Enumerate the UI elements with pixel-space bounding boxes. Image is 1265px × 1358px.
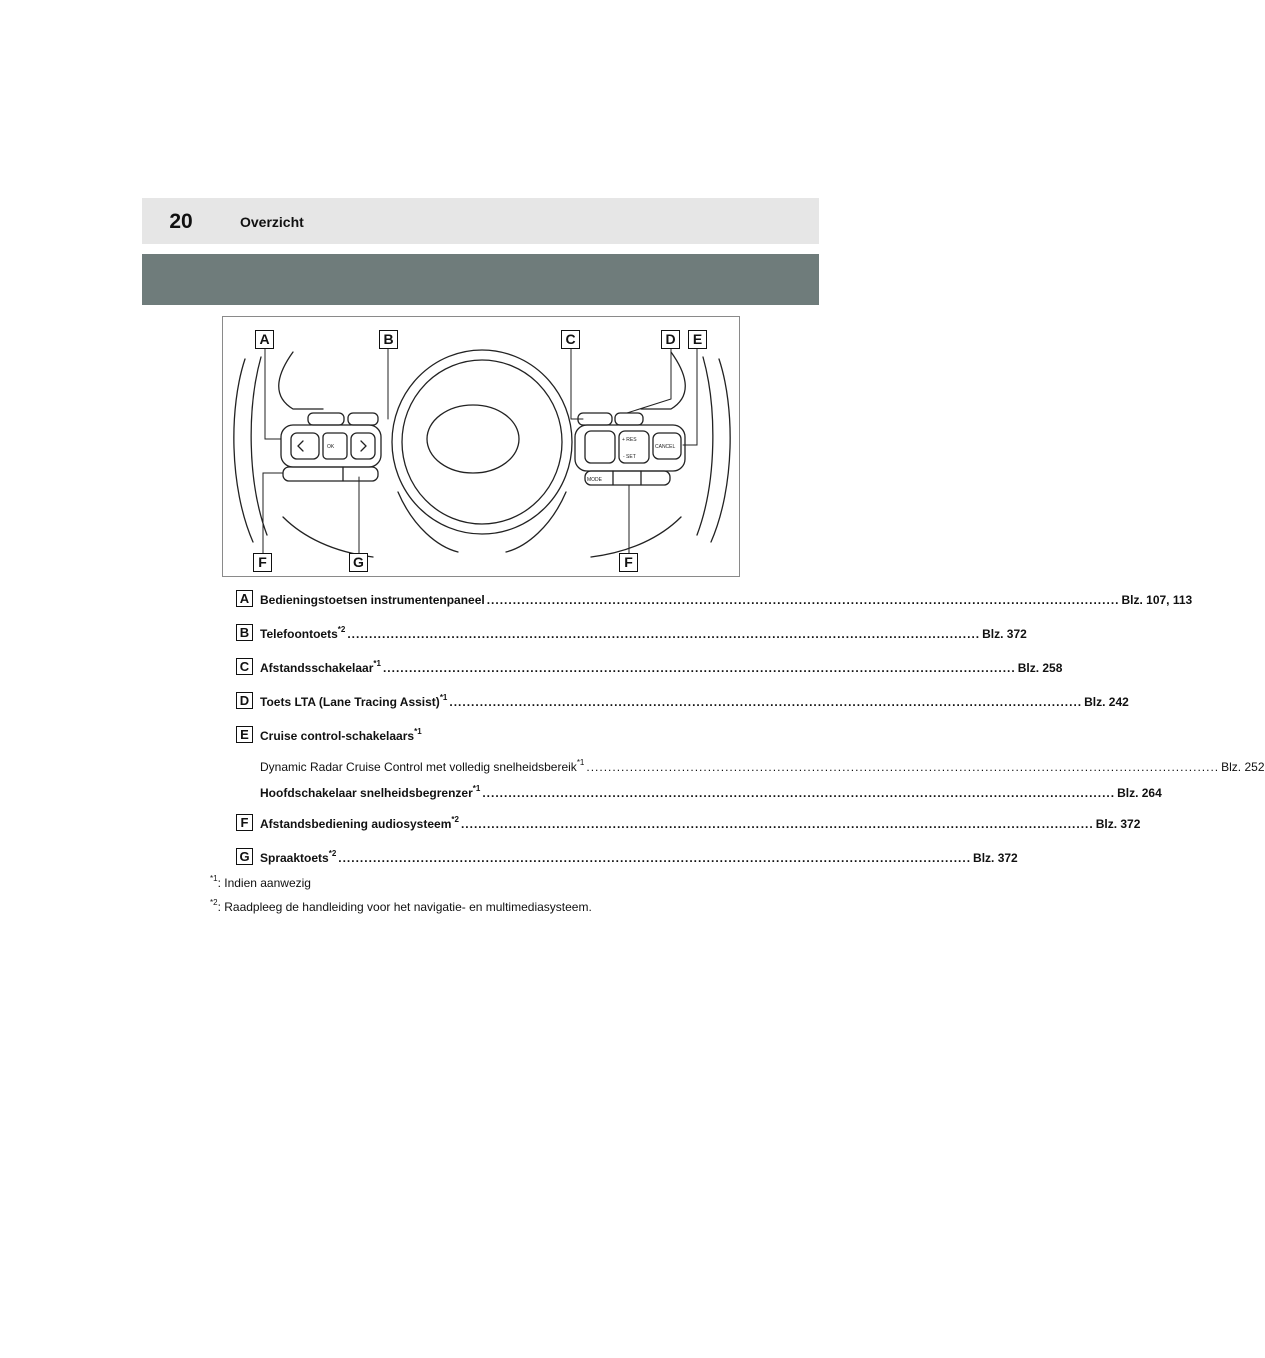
leader-dots: .................................................................................................................................................. [449, 695, 1083, 709]
page-header [142, 198, 819, 244]
sub-item-page-ref: Blz. 264 [1117, 786, 1162, 800]
footnote-2 [210, 900, 592, 914]
callout-d: D [661, 330, 680, 349]
item-footnote-mark: *2 [451, 815, 459, 824]
chevron-right-icon [361, 441, 366, 451]
page-number: 20 [169, 210, 193, 233]
callout-f-right: F [619, 553, 638, 572]
steering-wheel-drawing [223, 317, 741, 578]
callout-a: A [255, 330, 274, 349]
list-item-e [236, 726, 722, 746]
leader-dots: .................................................................................................................................................. [382, 661, 1016, 675]
item-letter: D [236, 692, 253, 709]
leader-f-left [263, 473, 283, 553]
sub-item-name: Hoofdschakelaar snelheidsbegrenzer [260, 786, 473, 800]
leader-dots: .................................................................................................................................................. [460, 817, 1094, 831]
footnote-mark: *1 [210, 874, 218, 883]
callout-c: C [561, 330, 580, 349]
item-page-ref: Blz. 372 [982, 627, 1027, 641]
item-page-ref: Blz. 242 [1084, 695, 1129, 709]
cancel-label: CANCEL [655, 444, 676, 450]
sub-item-speed-limiter [260, 784, 1162, 800]
item-name: Afstandsbediening audiosysteem [260, 817, 452, 831]
leader-dots: .................................................................................................................................................. [586, 760, 1220, 774]
item-footnote-mark: *1 [373, 659, 381, 668]
callout-b: B [379, 330, 398, 349]
item-name: Toets LTA (Lane Tracing Assist) [260, 695, 440, 709]
hub-outer [392, 350, 572, 534]
item-name: Spraaktoets [260, 851, 329, 865]
center-lower-right [506, 492, 566, 552]
section-band [142, 254, 819, 305]
wheel-rim-right [711, 359, 730, 542]
item-page-ref: Blz. 372 [973, 851, 1018, 865]
leader-d [627, 347, 671, 413]
res-label: + RES [622, 437, 637, 443]
section-title: Overzicht [240, 214, 304, 230]
leader-a [265, 347, 281, 439]
item-letter: G [236, 848, 253, 865]
lta-button [615, 413, 643, 425]
list-item-b [236, 624, 1027, 644]
item-name: Afstandsschakelaar [260, 661, 374, 675]
ok-label: OK [327, 444, 335, 450]
footnote-mark: *2 [210, 898, 218, 907]
item-page-ref: Blz. 372 [1095, 817, 1141, 831]
back-button [308, 413, 344, 425]
phone-button [348, 413, 378, 425]
callout-g: G [349, 553, 368, 572]
center-lower-left [398, 492, 458, 552]
leader-dots: .................................................................................................................................................. [347, 627, 981, 641]
sub-item-footnote-mark: *1 [472, 784, 481, 793]
right-lower-spoke [591, 517, 681, 557]
item-footnote-mark: *2 [337, 625, 346, 634]
list-item-f [236, 814, 1141, 834]
item-letter: C [236, 658, 253, 675]
item-name: Cruise control-schakelaars [260, 729, 415, 743]
sub-item-page-ref: Blz. 252 [1221, 760, 1265, 774]
sub-item-name: Dynamic Radar Cruise Control met volledig snelheidsbereik [260, 760, 577, 774]
item-letter: E [236, 726, 253, 743]
callout-f-left: F [253, 553, 272, 572]
wheel-rim-left [234, 359, 253, 542]
leader-e [683, 347, 697, 445]
mode-label: MODE [587, 477, 602, 483]
set-label: - SET [623, 454, 636, 460]
wheel-rim-right-inner [697, 357, 713, 535]
right-shoulder [641, 352, 685, 409]
leader-c [571, 347, 583, 419]
footnote-text: : Indien aanwezig [217, 876, 311, 890]
callout-e: E [688, 330, 707, 349]
list-item-d [236, 692, 1129, 712]
footnote-1 [210, 876, 311, 890]
item-footnote-mark: *2 [328, 849, 337, 858]
list-item-c [236, 658, 1063, 678]
item-letter: B [236, 624, 253, 641]
leader-dots: .................................................................................................................................................. [338, 851, 972, 865]
speed-limiter-button [585, 431, 615, 463]
left-shoulder [279, 352, 323, 409]
item-footnote-mark: *1 [414, 727, 422, 736]
chevron-left-icon [298, 441, 303, 451]
left-lower-switch [283, 467, 378, 481]
hub-emblem [427, 405, 519, 473]
item-letter: F [236, 814, 253, 831]
item-name: Bedieningstoetsen instrumentenpaneel [260, 593, 485, 607]
item-letter: A [236, 590, 253, 607]
left-arrow-button [291, 433, 319, 459]
item-name: Telefoontoets [260, 627, 338, 641]
hub-inner [402, 360, 562, 524]
sub-item-footnote-mark: *1 [576, 758, 585, 767]
item-footnote-mark: *1 [439, 693, 448, 702]
leader-dots: .................................................................................................................................................. [482, 786, 1116, 800]
list-item-g [236, 848, 1018, 868]
right-arrow-button [351, 433, 375, 459]
footnote-text: : Raadpleeg de handleiding voor het navigatie- en multimediasysteem. [217, 900, 592, 914]
list-item-a [236, 590, 1193, 610]
sub-item-drcc [260, 758, 1265, 774]
item-page-ref: Blz. 107, 113 [1121, 593, 1193, 607]
leader-dots: .................................................................................................................................................. [486, 593, 1120, 607]
item-page-ref: Blz. 258 [1017, 661, 1063, 675]
steering-wheel-illustration [222, 316, 740, 577]
